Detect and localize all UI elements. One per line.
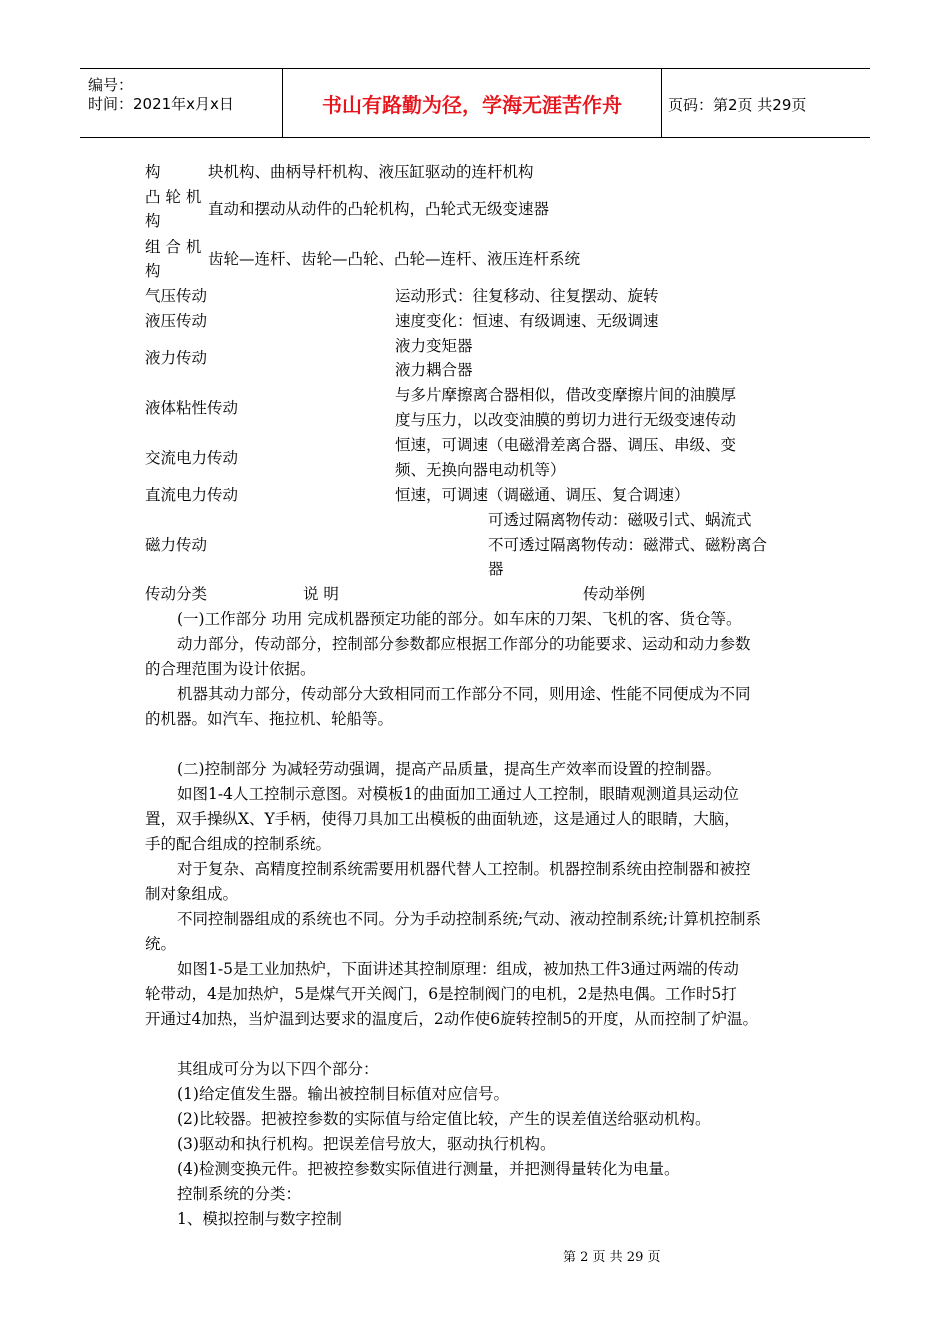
header-page-cell <box>662 69 870 137</box>
body-line: 如图1-4人工控制示意图。对模板1的曲面加工通过人工控制，眼睛观测道具运动位 <box>177 785 739 803</box>
body-line: 对于复杂、高精度控制系统需要用机器代替人工控制。机器控制系统由控制器和被控 <box>177 860 751 878</box>
motto: 书山有路勤为径，学海无涯苦作舟 <box>322 93 622 117</box>
trans-name-ac: 交流电力传动 <box>145 449 239 467</box>
mech-row-2-desc: 直动和摆动从动件的凸轮机构，凸轮式无级变速器 <box>208 200 550 218</box>
body-line: 机器其动力部分，传动部分大致相同而工作部分不同，则用途、性能不同便成为不同 <box>177 685 751 703</box>
number-label: 编号： <box>88 76 134 94</box>
body-line: 的机器。如汽车、拖拉机、轮船等。 <box>145 710 394 728</box>
trans-desc-dc: 恒速，可调速（调磁通、调压、复合调速） <box>395 486 690 504</box>
body-line: 控制系统的分类： <box>177 1185 302 1203</box>
trans-desc-ac-2: 频、无换向器电动机等） <box>395 461 566 479</box>
body-line: 轮带动，4是加热炉，5是煤气开关阀门，6是控制阀门的电机，2是热电偶。工作时5打 <box>145 985 737 1003</box>
trans-desc-pneumatic: 运动形式：往复移动、往复摆动、旋转 <box>395 287 659 305</box>
body-line: 置，双手操纵X、Y手柄，使得刀具加工出模板的曲面轨迹，这是通过人的眼睛，大脑， <box>145 810 740 828</box>
body-line: 开通过4加热，当炉温到达要求的温度后，2动作使6旋转控制5的开度，从而控制了炉温。 <box>145 1010 758 1028</box>
col-header-example: 传动举例 <box>583 585 646 603</box>
mech-row-3-desc: 齿轮—连杆、齿轮—凸轮、凸轮—连杆、液压连杆系统 <box>208 250 581 268</box>
trans-desc-hydrodynamic-2: 液力耦合器 <box>395 361 473 379</box>
magnetic-desc-3: 器 <box>488 560 504 578</box>
body-line: 动力部分，传动部分，控制部分参数都应根据工作部分的功能要求、运动和动力参数 <box>177 635 751 653</box>
page-label: 页码：第2页 共29页 <box>668 96 807 114</box>
mech-row-3-cat-cont: 构 <box>145 262 161 280</box>
date-label: 时间：2021年x月x日 <box>88 95 234 113</box>
trans-name-magnetic: 磁力传动 <box>145 536 208 554</box>
trans-desc-hydraulic: 速度变化：恒速、有级调速、无级调速 <box>395 312 659 330</box>
header-motto-cell <box>283 69 662 137</box>
mech-row-2-cat: 凸 轮 机 <box>145 188 202 206</box>
page-header <box>80 68 870 138</box>
magnetic-desc-2: 不可透过隔离物传动：磁滞式、磁粉离合 <box>488 536 768 554</box>
trans-name-hydraulic: 液压传动 <box>145 312 208 330</box>
body-line: 手的配合组成的控制系统。 <box>145 835 332 853</box>
body-line: 如图1-5是工业加热炉，下面讲述其控制原理：组成，被加热工件3通过两端的传动 <box>177 960 739 978</box>
trans-name-dc: 直流电力传动 <box>145 486 239 504</box>
col-header-description: 说 明 <box>303 585 339 603</box>
trans-desc-viscous-1: 与多片摩擦离合器相似，借改变摩擦片间的油膜厚 <box>395 386 737 404</box>
body-line: (4)检测变换元件。把被控参数实际值进行测量，并把测得量转化为电量。 <box>177 1160 680 1178</box>
body-line: 其组成可分为以下四个部分： <box>177 1060 379 1078</box>
body-line: 制对象组成。 <box>145 885 239 903</box>
body-line: 不同控制器组成的系统也不同。分为手动控制系统;气动、液动控制系统;计算机控制系 <box>177 910 761 928</box>
mech-row-1-desc: 块机构、曲柄导杆机构、液压缸驱动的连杆机构 <box>208 163 534 181</box>
mech-row-1-cat: 构 <box>145 163 161 181</box>
trans-desc-viscous-2: 度与压力，以改变油膜的剪切力进行无级变速传动 <box>395 411 737 429</box>
mech-row-2-cat-cont: 构 <box>145 212 161 230</box>
body-line: 统。 <box>145 935 177 953</box>
body-line: (二)控制部分 为减轻劳动强调，提高产品质量，提高生产效率而设置的控制器。 <box>177 760 722 778</box>
trans-name-hydrodynamic: 液力传动 <box>145 349 208 367</box>
page-footer: 第 2 页 共 29 页 <box>563 1250 661 1265</box>
body-line: 1、模拟控制与数字控制 <box>177 1210 342 1228</box>
body-line: 的合理范围为设计依据。 <box>145 660 316 678</box>
body-line: (1)给定值发生器。输出被控制目标值对应信号。 <box>177 1085 509 1103</box>
col-header-category: 传动分类 <box>145 585 208 603</box>
body-line: (3)驱动和执行机构。把误差信号放大，驱动执行机构。 <box>177 1135 556 1153</box>
trans-name-pneumatic: 气压传动 <box>145 287 208 305</box>
trans-name-viscous: 液体粘性传动 <box>145 399 239 417</box>
trans-desc-hydrodynamic-1: 液力变矩器 <box>395 337 473 355</box>
body-line: (2)比较器。把被控参数的实际值与给定值比较，产生的误差值送给驱动机构。 <box>177 1110 711 1128</box>
mech-row-3-cat: 组 合 机 <box>145 238 202 256</box>
header-info-cell <box>80 69 283 137</box>
magnetic-desc-1: 可透过隔离物传动：磁吸引式、蜗流式 <box>488 511 752 529</box>
trans-desc-ac-1: 恒速，可调速（电磁滑差离合器、调压、串级、变 <box>395 436 737 454</box>
body-line: (一)工作部分 功用 完成机器预定功能的部分。如车床的刀架、飞机的客、货仓等。 <box>177 610 742 628</box>
